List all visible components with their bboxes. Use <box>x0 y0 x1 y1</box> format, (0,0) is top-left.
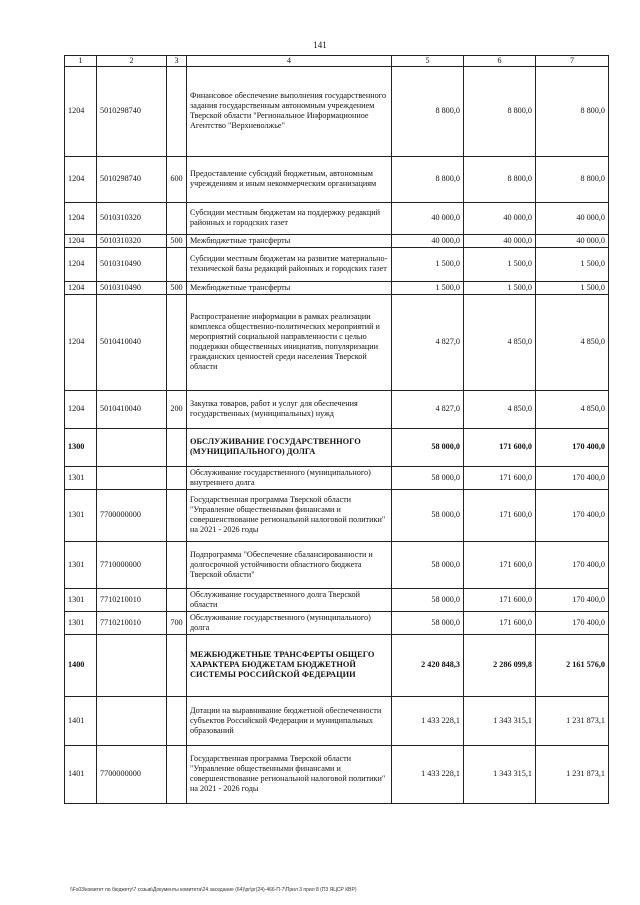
row-value-2: 1 500,0 <box>464 281 536 294</box>
row-name: Обслуживание государственного долга Тверской области <box>187 588 392 611</box>
page-number: 141 <box>313 40 327 50</box>
table-row <box>65 428 609 466</box>
row-value-1: 40 000,0 <box>392 234 464 247</box>
row-value-1: 58 000,0 <box>392 466 464 489</box>
row-name: Предоставление субсидий бюджетным, автономным учреждениям и иным некоммерческим организациям <box>187 156 392 202</box>
row-value-2: 40 000,0 <box>464 202 536 234</box>
row-code: 1204 <box>65 247 97 281</box>
row-value-2: 1 500,0 <box>464 247 536 281</box>
row-csr <box>97 696 167 745</box>
row-value-1: 58 000,0 <box>392 611 464 634</box>
column-header: 4 <box>187 56 392 67</box>
row-expense-type <box>167 489 187 541</box>
row-name: Обслуживание государственного (муниципального) внутреннего долга <box>187 466 392 489</box>
table-row <box>65 541 609 588</box>
row-value-2: 8 800,0 <box>464 156 536 202</box>
row-value-2: 1 343 315,1 <box>464 745 536 803</box>
table-row <box>65 156 609 202</box>
row-value-3: 1 231 873,1 <box>536 745 609 803</box>
row-csr: 7700000000 <box>97 489 167 541</box>
row-csr: 5010410040 <box>97 390 167 428</box>
row-code: 1301 <box>65 588 97 611</box>
row-value-1: 40 000,0 <box>392 202 464 234</box>
row-value-3: 1 500,0 <box>536 247 609 281</box>
row-code: 1204 <box>65 156 97 202</box>
row-code: 1300 <box>65 428 97 466</box>
row-csr: 7710210010 <box>97 611 167 634</box>
row-expense-type: 600 <box>167 156 187 202</box>
row-value-2: 171 600,0 <box>464 541 536 588</box>
row-code: 1301 <box>65 489 97 541</box>
row-csr <box>97 634 167 696</box>
row-name: Распространение информации в рамках реализации комплекса общественно-политических мероприятий и мероприятий социальной направленности с целью поддержки общественных инициатив, популяризации гражданских ценностей среди населения Тверской области <box>187 294 392 390</box>
row-value-3: 170 400,0 <box>536 541 609 588</box>
row-name: Подпрограмма "Обеспечение сбалансированности и долгосрочной устойчивости областного бюджета Тверской области" <box>187 541 392 588</box>
row-expense-type <box>167 202 187 234</box>
row-value-1: 1 433 228,1 <box>392 696 464 745</box>
table-header-row <box>65 56 609 67</box>
row-value-1: 4 827,0 <box>392 294 464 390</box>
footer-file-path: \\Fs03\комитет по бюджету\7 созыв\Документы комитета\24 заседание (64)\pr\pr(24)-466-П-7\Прил 3 прил 8 (П3 ЯЦСР КВР) <box>70 887 357 893</box>
row-value-1: 8 800,0 <box>392 66 464 156</box>
row-csr: 5010310490 <box>97 247 167 281</box>
row-value-2: 8 800,0 <box>464 66 536 156</box>
row-expense-type <box>167 66 187 156</box>
table-row <box>65 634 609 696</box>
row-code: 1400 <box>65 634 97 696</box>
row-value-1: 1 433 228,1 <box>392 745 464 803</box>
table-row <box>65 696 609 745</box>
row-expense-type <box>167 466 187 489</box>
row-value-1: 58 000,0 <box>392 588 464 611</box>
budget-table <box>64 55 609 804</box>
row-value-1: 1 500,0 <box>392 281 464 294</box>
row-value-1: 4 827,0 <box>392 390 464 428</box>
row-expense-type <box>167 541 187 588</box>
row-value-1: 58 000,0 <box>392 428 464 466</box>
table-row <box>65 466 609 489</box>
row-value-3: 1 500,0 <box>536 281 609 294</box>
row-code: 1204 <box>65 66 97 156</box>
row-name: Финансовое обеспечение выполнения государственного задания государственным автономным учреждением Тверской области "Региональное Информационное Агентство "Верхневолжье" <box>187 66 392 156</box>
column-header: 5 <box>392 56 464 67</box>
row-name: МЕЖБЮДЖЕТНЫЕ ТРАНСФЕРТЫ ОБЩЕГО ХАРАКТЕРА БЮДЖЕТАМ БЮДЖЕТНОЙ СИСТЕМЫ РОССИЙСКОЙ ФЕДЕРАЦИИ <box>187 634 392 696</box>
row-value-2: 4 850,0 <box>464 294 536 390</box>
table-row <box>65 294 609 390</box>
row-value-2: 171 600,0 <box>464 489 536 541</box>
row-expense-type <box>167 247 187 281</box>
row-name: Закупка товаров, работ и услуг для обеспечения государственных (муниципальных) нужд <box>187 390 392 428</box>
row-value-3: 1 231 873,1 <box>536 696 609 745</box>
row-value-3: 170 400,0 <box>536 466 609 489</box>
row-expense-type <box>167 696 187 745</box>
row-value-2: 2 286 099,8 <box>464 634 536 696</box>
row-value-2: 40 000,0 <box>464 234 536 247</box>
row-expense-type: 700 <box>167 611 187 634</box>
row-value-2: 1 343 315,1 <box>464 696 536 745</box>
row-code: 1301 <box>65 611 97 634</box>
row-value-1: 1 500,0 <box>392 247 464 281</box>
column-header: 1 <box>65 56 97 67</box>
table-row <box>65 745 609 803</box>
row-name: Дотации на выравнивание бюджетной обеспеченности субъектов Российской Федерации и муниципальных образований <box>187 696 392 745</box>
row-csr: 7710210010 <box>97 588 167 611</box>
row-code: 1401 <box>65 696 97 745</box>
row-csr: 5010310490 <box>97 281 167 294</box>
row-name: Межбюджетные трансферты <box>187 281 392 294</box>
row-name: ОБСЛУЖИВАНИЕ ГОСУДАРСТВЕННОГО (МУНИЦИПАЛЬНОГО) ДОЛГА <box>187 428 392 466</box>
row-value-3: 170 400,0 <box>536 588 609 611</box>
row-value-3: 4 850,0 <box>536 294 609 390</box>
table-row <box>65 390 609 428</box>
row-csr <box>97 428 167 466</box>
column-header: 6 <box>464 56 536 67</box>
table-row <box>65 247 609 281</box>
table-row <box>65 611 609 634</box>
table-row <box>65 66 609 156</box>
row-csr: 5010298740 <box>97 66 167 156</box>
row-code: 1301 <box>65 541 97 588</box>
row-name: Межбюджетные трансферты <box>187 234 392 247</box>
row-value-2: 171 600,0 <box>464 466 536 489</box>
row-value-3: 170 400,0 <box>536 428 609 466</box>
row-csr: 5010298740 <box>97 156 167 202</box>
row-expense-type: 500 <box>167 234 187 247</box>
row-value-3: 40 000,0 <box>536 202 609 234</box>
row-code: 1301 <box>65 466 97 489</box>
table-row <box>65 234 609 247</box>
row-value-2: 4 850,0 <box>464 390 536 428</box>
row-code: 1204 <box>65 202 97 234</box>
row-value-2: 171 600,0 <box>464 588 536 611</box>
row-value-3: 8 800,0 <box>536 156 609 202</box>
row-name: Государственная программа Тверской области "Управление общественными финансами и совершенствование региональной налоговой политики" на 2021 - 2026 годы <box>187 745 392 803</box>
row-value-1: 8 800,0 <box>392 156 464 202</box>
row-expense-type <box>167 428 187 466</box>
row-value-1: 2 420 848,3 <box>392 634 464 696</box>
row-code: 1204 <box>65 281 97 294</box>
row-value-3: 2 161 576,0 <box>536 634 609 696</box>
row-value-3: 170 400,0 <box>536 611 609 634</box>
row-value-3: 8 800,0 <box>536 66 609 156</box>
row-expense-type: 200 <box>167 390 187 428</box>
row-name: Обслуживание государственного (муниципального) долга <box>187 611 392 634</box>
row-code: 1204 <box>65 390 97 428</box>
column-header: 2 <box>97 56 167 67</box>
column-header: 3 <box>167 56 187 67</box>
row-value-3: 170 400,0 <box>536 489 609 541</box>
row-csr: 5010310320 <box>97 234 167 247</box>
row-value-1: 58 000,0 <box>392 489 464 541</box>
row-csr: 7700000000 <box>97 745 167 803</box>
row-expense-type <box>167 745 187 803</box>
row-expense-type: 500 <box>167 281 187 294</box>
row-value-3: 4 850,0 <box>536 390 609 428</box>
row-name: Государственная программа Тверской области "Управление общественными финансами и совершенствование региональной налоговой политики" на 2021 - 2026 годы <box>187 489 392 541</box>
row-value-1: 58 000,0 <box>392 541 464 588</box>
table-row <box>65 489 609 541</box>
row-name: Субсидии местным бюджетам на развитие материально-технической базы редакций районных и городских газет <box>187 247 392 281</box>
row-code: 1204 <box>65 234 97 247</box>
column-header: 7 <box>536 56 609 67</box>
row-csr: 5010410040 <box>97 294 167 390</box>
row-code: 1204 <box>65 294 97 390</box>
row-code: 1401 <box>65 745 97 803</box>
table-row <box>65 202 609 234</box>
row-csr: 5010310320 <box>97 202 167 234</box>
row-expense-type <box>167 294 187 390</box>
table-row <box>65 588 609 611</box>
row-csr: 7710000000 <box>97 541 167 588</box>
row-name: Субсидии местным бюджетам на поддержку редакций районных и городских газет <box>187 202 392 234</box>
row-csr <box>97 466 167 489</box>
row-value-2: 171 600,0 <box>464 428 536 466</box>
row-value-2: 171 600,0 <box>464 611 536 634</box>
table-row <box>65 281 609 294</box>
row-expense-type <box>167 634 187 696</box>
row-expense-type <box>167 588 187 611</box>
row-value-3: 40 000,0 <box>536 234 609 247</box>
